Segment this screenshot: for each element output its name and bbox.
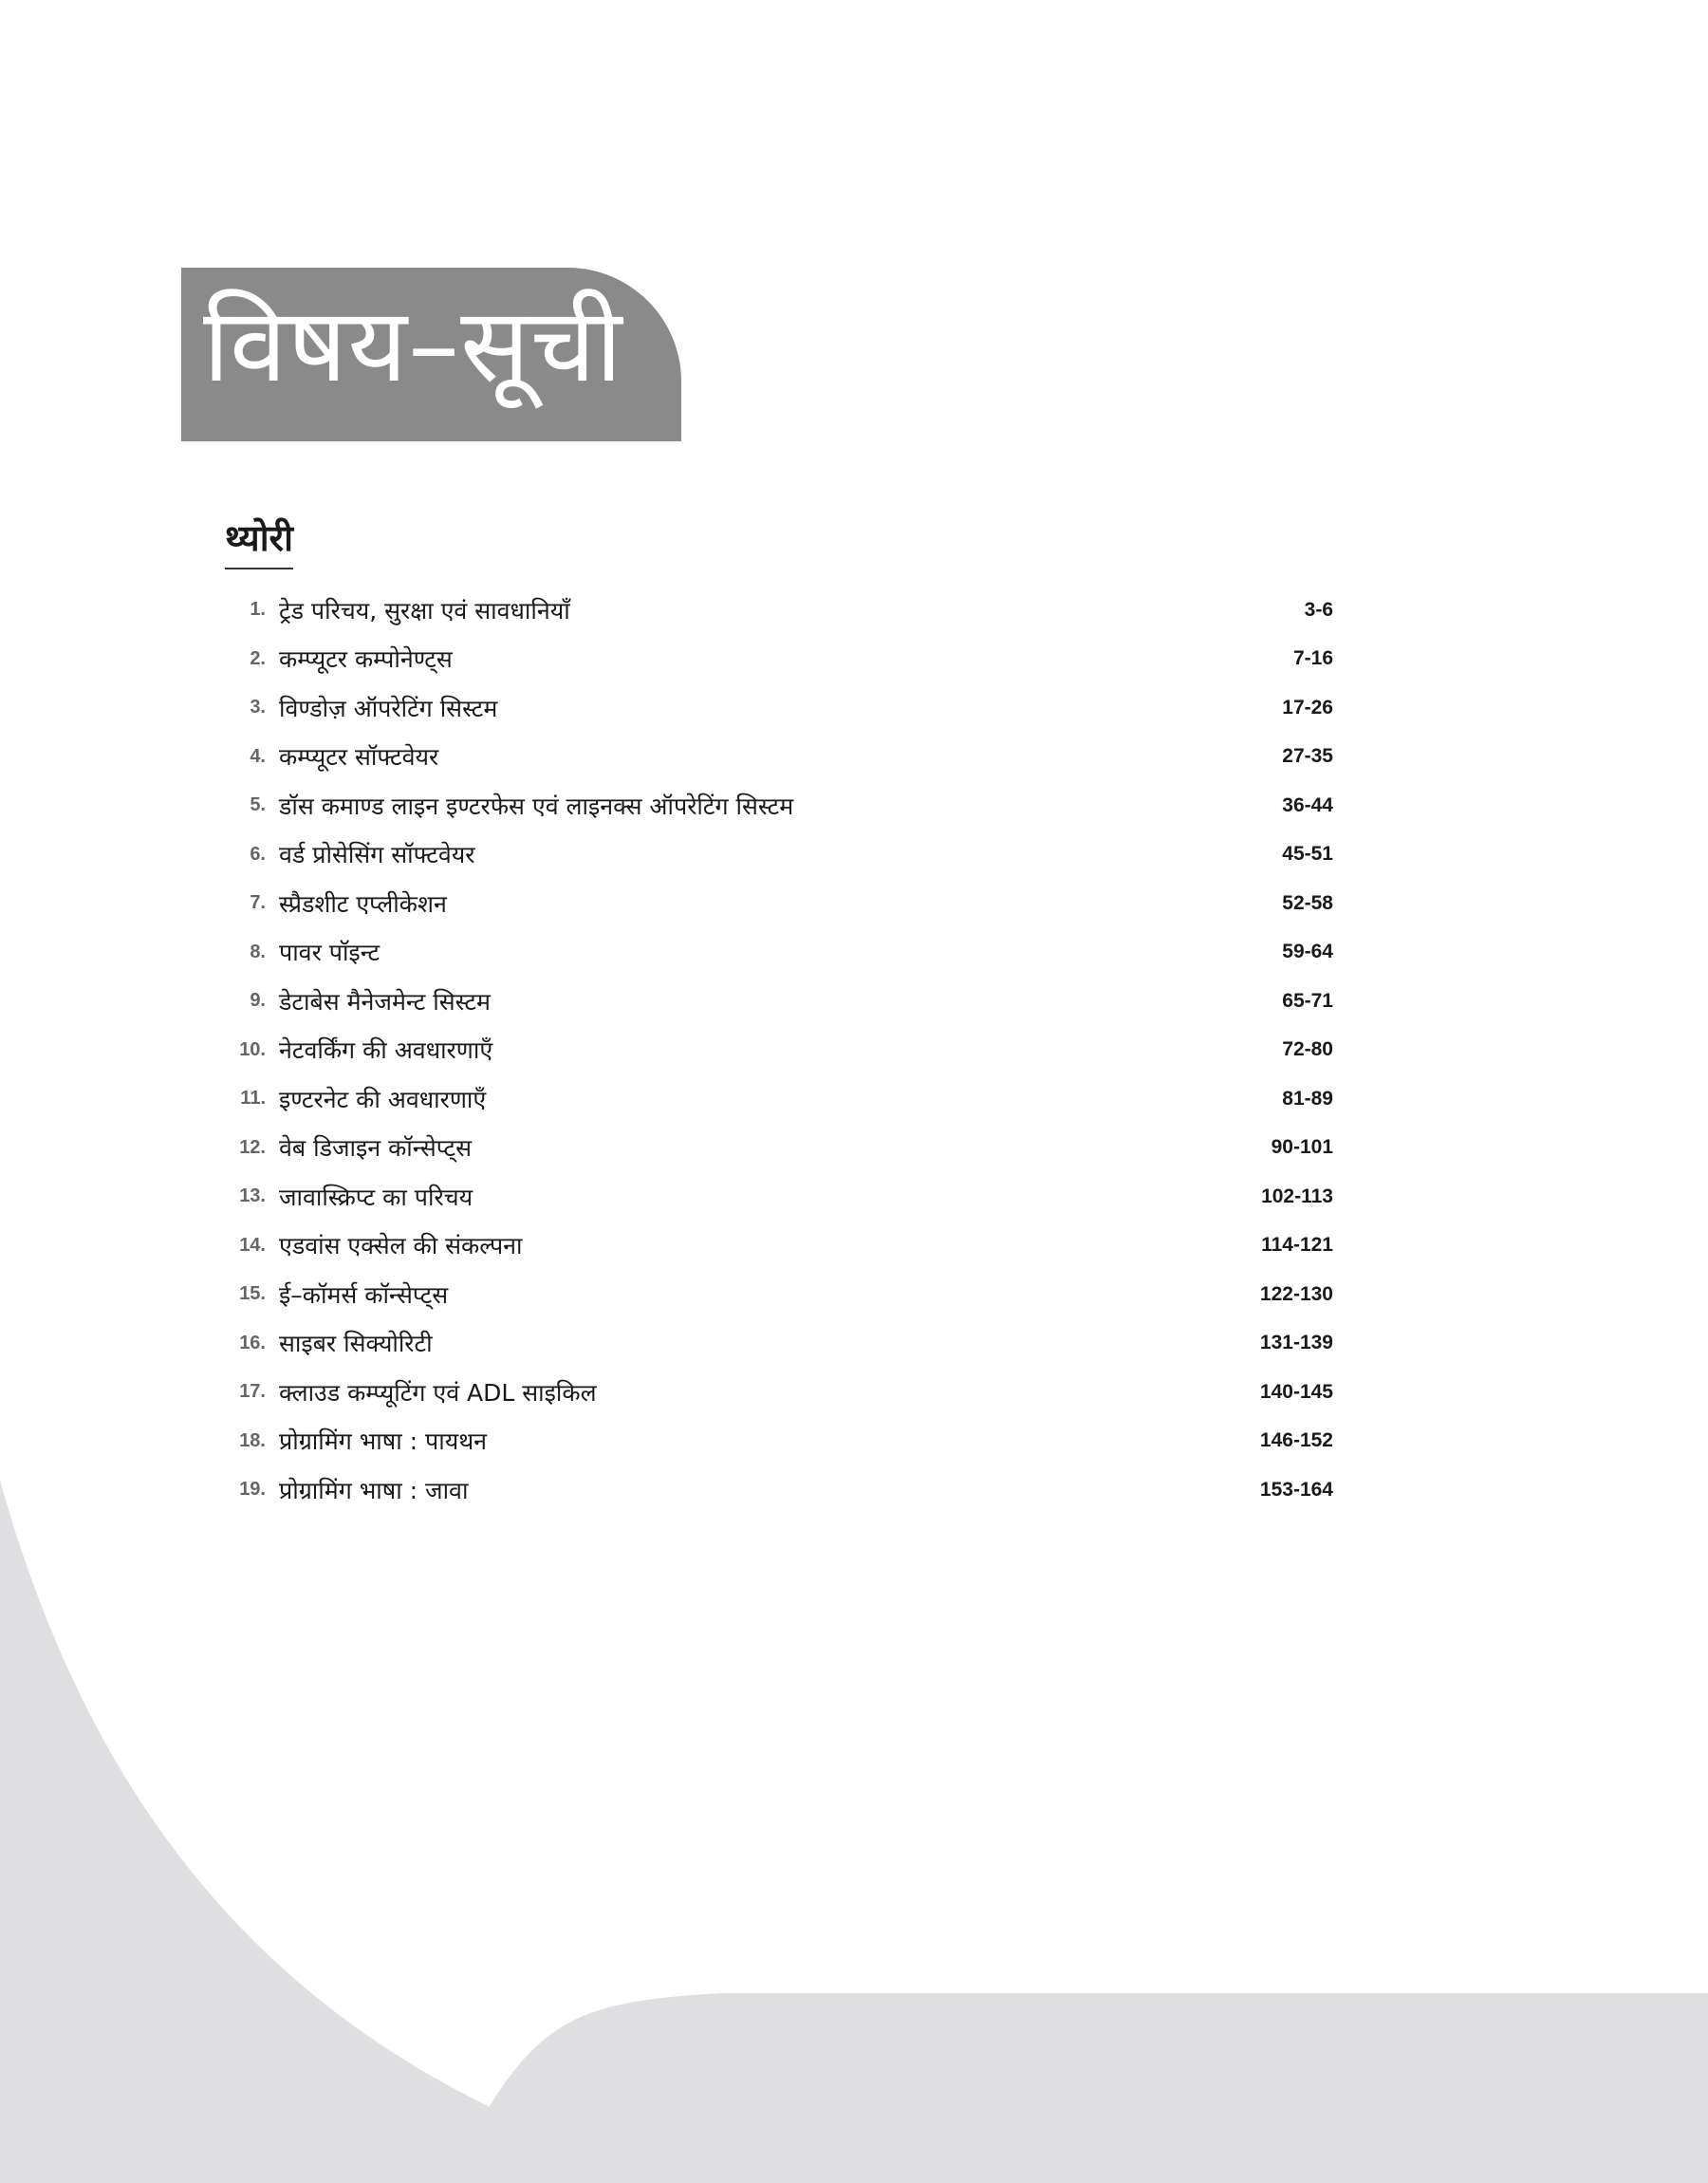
toc-row[interactable] bbox=[218, 1368, 1333, 1417]
toc-row[interactable] bbox=[218, 1222, 1333, 1271]
toc-number: 9. bbox=[250, 990, 266, 1012]
toc-pages: 146-152 bbox=[1259, 1429, 1333, 1452]
toc-title: ट्रेड परिचय, सुरक्षा एवं सावधानियाँ bbox=[279, 596, 570, 625]
table-of-contents bbox=[218, 586, 1333, 1515]
toc-title: साइबर सिक्योरिटी bbox=[279, 1330, 433, 1358]
toc-pages: 72-80 bbox=[1282, 1038, 1333, 1061]
toc-pages: 7-16 bbox=[1292, 647, 1333, 670]
toc-pages: 3-6 bbox=[1304, 598, 1333, 621]
toc-pages: 52-58 bbox=[1282, 891, 1333, 914]
toc-number: 4. bbox=[250, 745, 266, 767]
toc-row[interactable] bbox=[218, 635, 1333, 684]
toc-row[interactable] bbox=[218, 1319, 1333, 1369]
toc-number: 17. bbox=[239, 1381, 266, 1403]
toc-number: 13. bbox=[239, 1185, 266, 1207]
toc-number: 2. bbox=[250, 647, 266, 669]
toc-number: 15. bbox=[239, 1283, 266, 1305]
toc-pages: 65-71 bbox=[1282, 989, 1333, 1012]
toc-pages: 131-139 bbox=[1259, 1332, 1333, 1354]
toc-row[interactable] bbox=[218, 879, 1333, 928]
toc-row[interactable] bbox=[218, 977, 1333, 1026]
toc-number: 1. bbox=[250, 599, 266, 621]
toc-pages: 17-26 bbox=[1282, 696, 1333, 718]
toc-pages: 114-121 bbox=[1261, 1234, 1333, 1257]
toc-number: 8. bbox=[250, 941, 266, 962]
toc-number: 3. bbox=[250, 697, 266, 718]
toc-number: 11. bbox=[240, 1088, 266, 1110]
toc-number: 5. bbox=[250, 794, 266, 816]
toc-pages: 45-51 bbox=[1282, 843, 1333, 866]
toc-row[interactable] bbox=[218, 1417, 1333, 1466]
toc-row[interactable] bbox=[218, 1026, 1333, 1075]
toc-pages: 59-64 bbox=[1282, 941, 1333, 963]
section-heading: थ्योरी bbox=[225, 513, 293, 569]
toc-number: 18. bbox=[239, 1429, 266, 1451]
toc-number: 16. bbox=[239, 1332, 266, 1353]
toc-title: पावर पॉइन्ट bbox=[279, 939, 381, 967]
toc-row[interactable] bbox=[218, 1270, 1333, 1319]
toc-row[interactable] bbox=[218, 781, 1333, 830]
toc-number: 14. bbox=[239, 1234, 266, 1256]
toc-row[interactable] bbox=[218, 1074, 1333, 1124]
toc-row[interactable] bbox=[218, 586, 1333, 635]
toc-row[interactable] bbox=[218, 830, 1333, 880]
toc-row[interactable] bbox=[218, 1124, 1333, 1173]
toc-title: वर्ड प्रोसेसिंग सॉफ्टवेयर bbox=[279, 841, 475, 869]
toc-number: 12. bbox=[239, 1136, 266, 1158]
toc-title: स्प्रैडशीट एप्लीकेशन bbox=[279, 889, 447, 918]
toc-title: इण्टरनेट की अवधारणाएँ bbox=[279, 1085, 487, 1113]
toc-row[interactable] bbox=[218, 1465, 1333, 1515]
toc-row[interactable] bbox=[218, 1172, 1333, 1222]
toc-pages: 122-130 bbox=[1259, 1282, 1333, 1305]
toc-title: नेटवर्किंग की अवधारणाएँ bbox=[279, 1036, 493, 1065]
page-title: विषय–सूची bbox=[203, 287, 623, 405]
toc-title: ई–कॉमर्स कॉन्सेप्ट्स bbox=[279, 1280, 449, 1309]
toc-pages: 27-35 bbox=[1282, 745, 1333, 768]
toc-title: विण्डोज़ ऑपरेटिंग सिस्टम bbox=[279, 694, 498, 722]
toc-row[interactable] bbox=[218, 928, 1333, 978]
toc-title: जावास्क्रिप्ट का परिचय bbox=[279, 1183, 473, 1211]
toc-number: 7. bbox=[250, 892, 266, 914]
toc-row[interactable] bbox=[218, 733, 1333, 782]
toc-row[interactable] bbox=[218, 683, 1333, 733]
toc-title: डॉस कमाण्ड लाइन इण्टरफेस एवं लाइनक्स ऑपरेटिंग सिस्टम bbox=[279, 792, 794, 820]
toc-title: कम्प्यूटर कम्पोनेण्ट्स bbox=[279, 645, 453, 674]
toc-title: डेटाबेस मैनेजमेन्ट सिस्टम bbox=[279, 987, 491, 1016]
toc-pages: 102-113 bbox=[1261, 1185, 1333, 1207]
toc-pages: 153-164 bbox=[1259, 1478, 1333, 1501]
toc-pages: 36-44 bbox=[1282, 793, 1333, 816]
toc-title: प्रोग्रामिंग भाषा : पायथन bbox=[279, 1427, 488, 1456]
toc-number: 19. bbox=[239, 1479, 266, 1501]
toc-title: क्लाउड कम्प्यूटिंग एवं ADL साइकिल bbox=[279, 1378, 597, 1407]
toc-title: कम्प्यूटर सॉफ्टवेयर bbox=[279, 743, 439, 772]
toc-pages: 140-145 bbox=[1259, 1380, 1333, 1403]
toc-number: 10. bbox=[239, 1038, 266, 1060]
toc-pages: 90-101 bbox=[1271, 1136, 1333, 1159]
toc-pages: 81-89 bbox=[1282, 1087, 1333, 1110]
toc-title: वेब डिजाइन कॉन्सेप्ट्स bbox=[279, 1134, 473, 1163]
toc-title: प्रोग्रामिंग भाषा : जावा bbox=[279, 1476, 469, 1504]
toc-title: एडवांस एक्सेल की संकल्पना bbox=[279, 1232, 523, 1260]
toc-number: 6. bbox=[250, 843, 266, 865]
